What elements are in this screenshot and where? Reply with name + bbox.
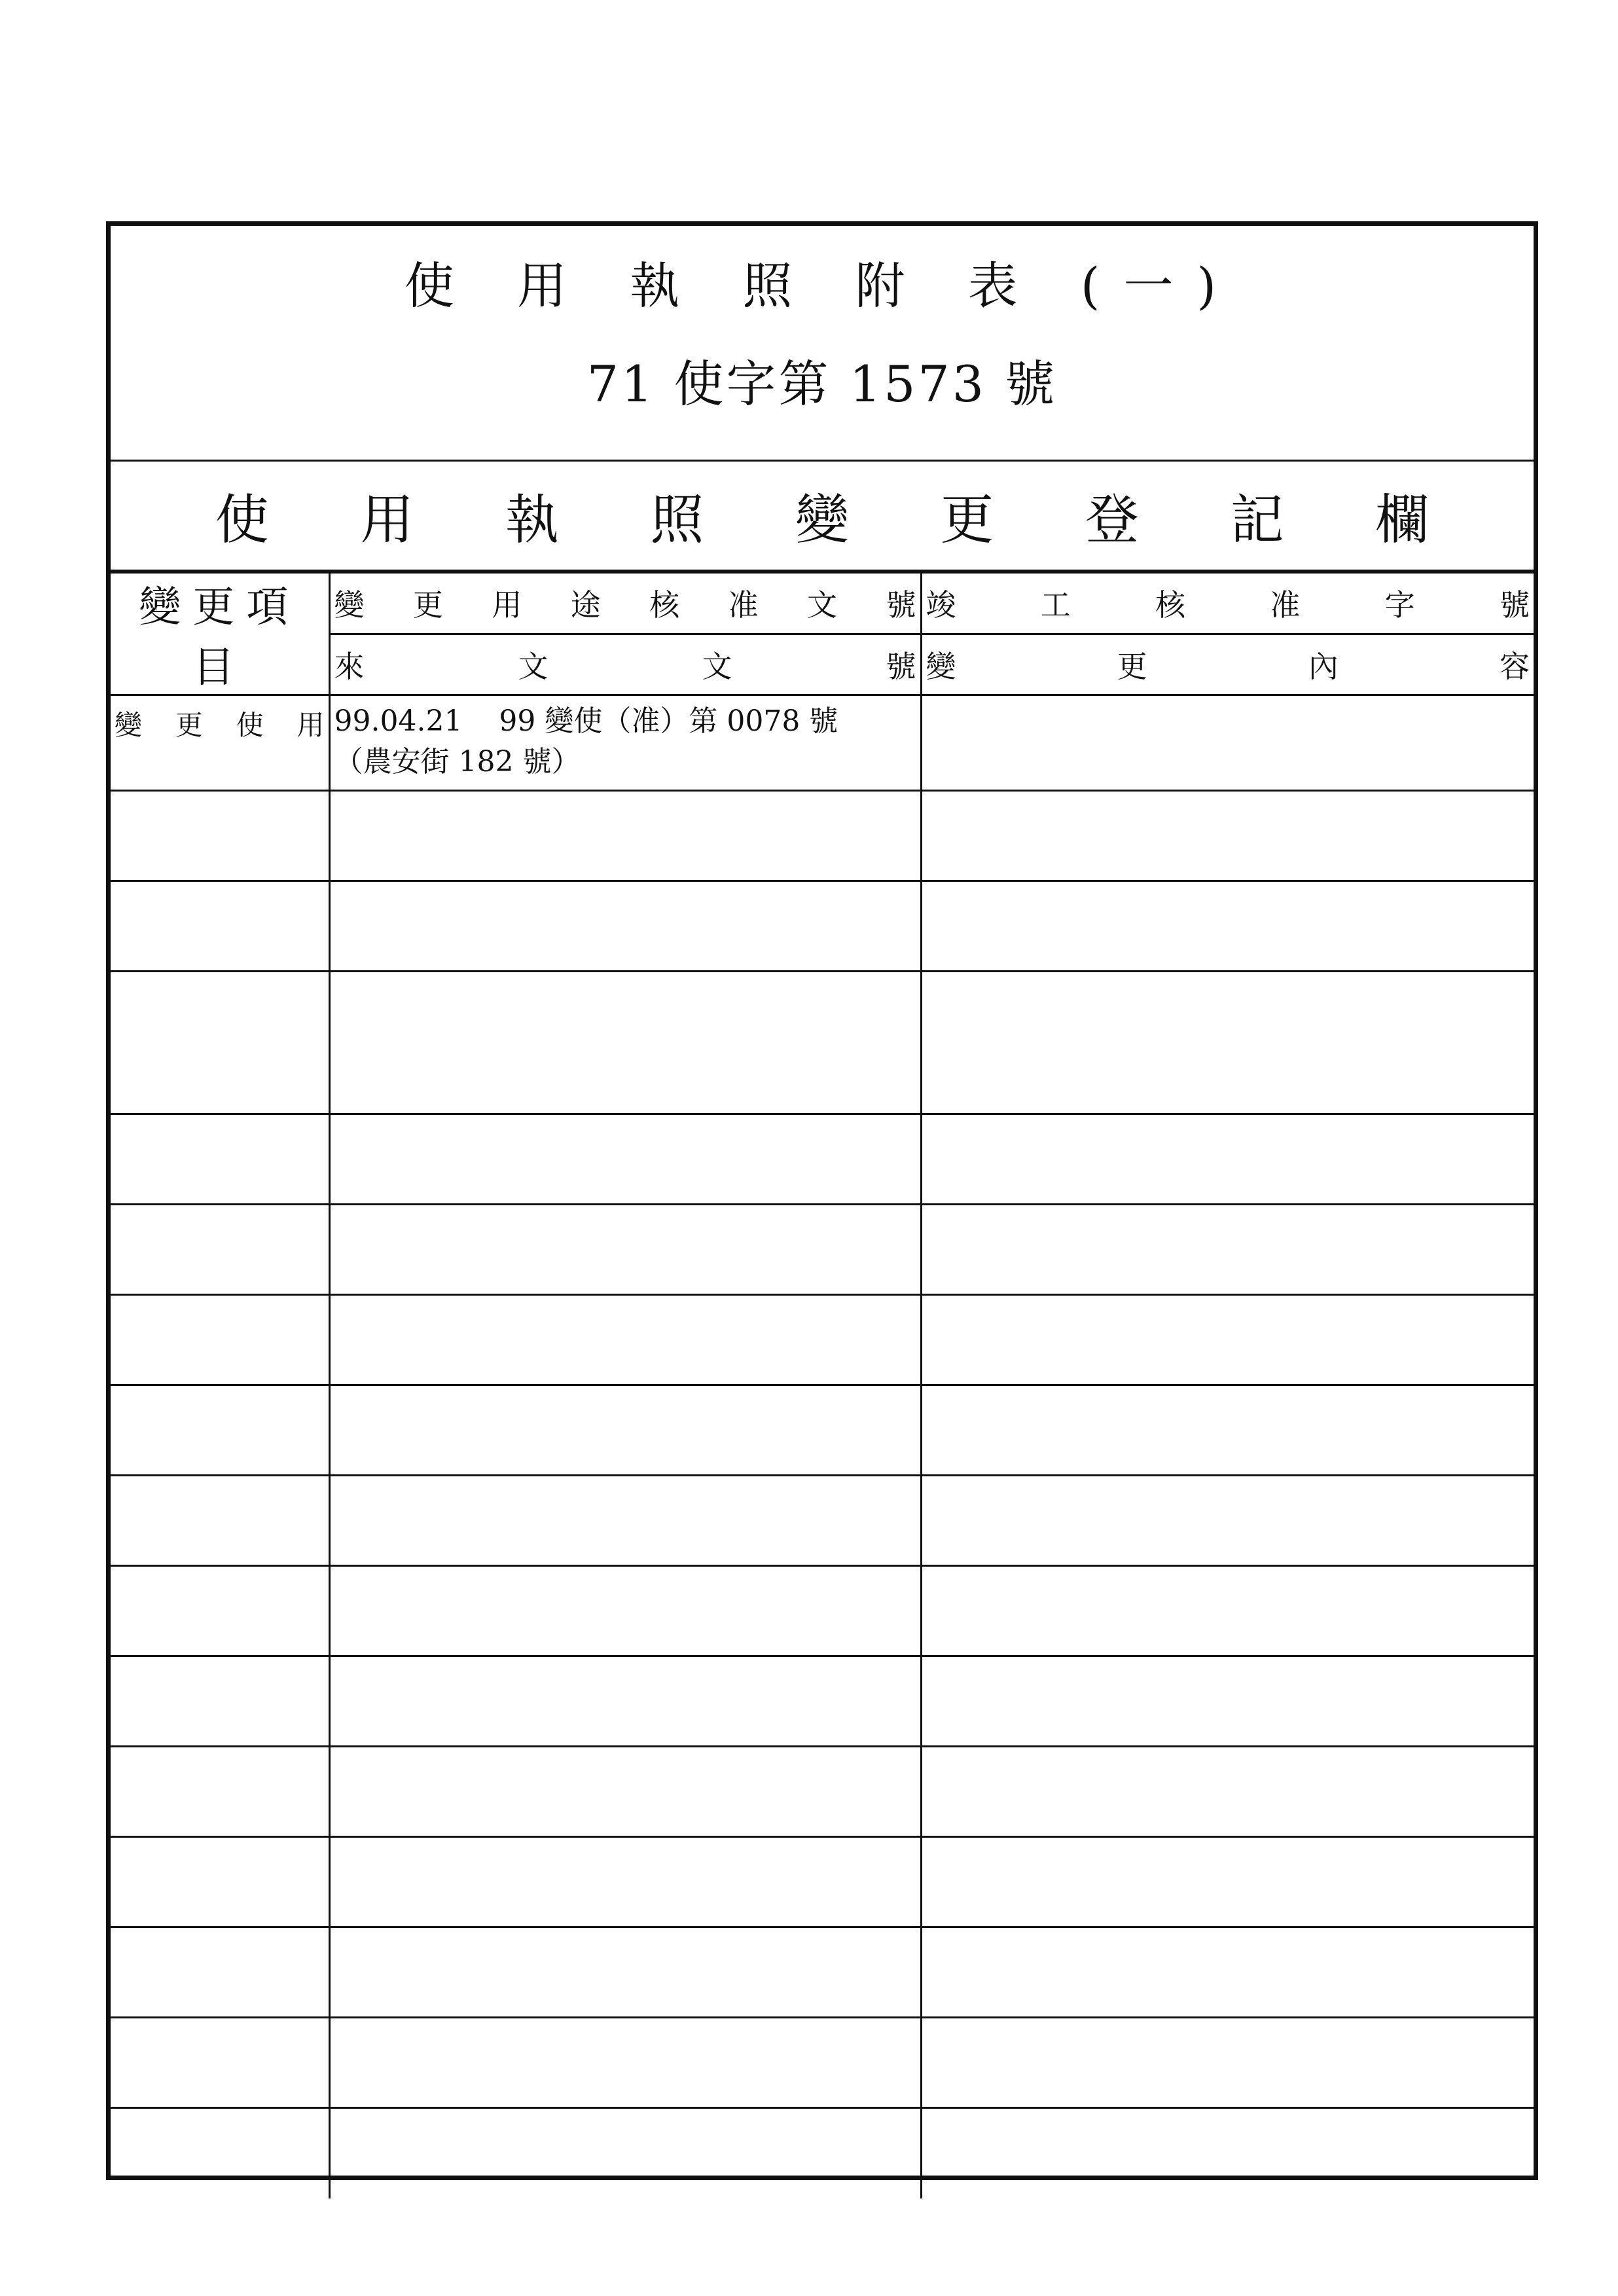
empty-cell bbox=[921, 1114, 1534, 1205]
change-content-header bbox=[921, 634, 1534, 695]
section-title-char: 執 bbox=[505, 489, 559, 551]
content-cell bbox=[921, 695, 1534, 791]
license-number: 71 使字第 1573 號 bbox=[586, 355, 1058, 413]
table-row bbox=[111, 1566, 1534, 1656]
empty-cell bbox=[111, 1295, 329, 1385]
header-char: 更 bbox=[412, 587, 443, 623]
table-row bbox=[111, 791, 1534, 881]
empty-cell bbox=[111, 1837, 329, 1927]
approval-doc-number-header bbox=[329, 573, 921, 634]
item-char: 用 bbox=[297, 709, 325, 741]
empty-cell bbox=[921, 791, 1534, 881]
header-char: 竣 bbox=[926, 587, 956, 623]
empty-cell bbox=[921, 1385, 1534, 1476]
header-char: 號 bbox=[886, 648, 916, 684]
empty-cell bbox=[111, 972, 329, 1114]
empty-cell bbox=[329, 972, 921, 1114]
change-registration-table bbox=[111, 572, 1534, 2198]
empty-cell bbox=[921, 1476, 1534, 1566]
change-item-header: 變更項目 bbox=[111, 573, 329, 695]
header-char: 變 bbox=[334, 587, 365, 623]
header-char: 准 bbox=[728, 587, 759, 623]
item-char: 更 bbox=[175, 709, 203, 741]
header-char: 容 bbox=[1499, 648, 1530, 684]
empty-cell bbox=[111, 1114, 329, 1205]
license-appendix-frame bbox=[106, 221, 1538, 2180]
header-char: 字 bbox=[1384, 587, 1415, 623]
reference-cell bbox=[329, 695, 921, 791]
empty-cell bbox=[329, 1566, 921, 1656]
empty-cell bbox=[329, 881, 921, 972]
section-title-char: 變 bbox=[795, 489, 849, 551]
empty-cell bbox=[111, 1205, 329, 1295]
table-row bbox=[111, 2108, 1534, 2198]
header-char: 來 bbox=[334, 648, 365, 684]
section-title-char: 更 bbox=[940, 489, 994, 551]
table-header-row bbox=[111, 573, 1534, 634]
header-char: 更 bbox=[1117, 648, 1147, 684]
table-row bbox=[111, 1837, 1534, 1927]
table-row bbox=[111, 1476, 1534, 1566]
table-row bbox=[111, 1747, 1534, 1837]
header-char: 內 bbox=[1308, 648, 1339, 684]
reference-text: 99.04.21 99 變使（准）第 0078 號 （農安街 182 號） bbox=[334, 704, 838, 778]
empty-cell bbox=[921, 881, 1534, 972]
document-title: 使 用 執 照 附 表 (一) bbox=[404, 257, 1240, 315]
empty-cell bbox=[111, 881, 329, 972]
empty-cell bbox=[329, 1656, 921, 1747]
header-char: 變 bbox=[926, 648, 956, 684]
empty-cell bbox=[329, 1295, 921, 1385]
table-row bbox=[111, 1385, 1534, 1476]
item-char: 變 bbox=[115, 709, 143, 741]
empty-cell bbox=[111, 1747, 329, 1837]
empty-cell bbox=[921, 2108, 1534, 2198]
table-row bbox=[111, 1114, 1534, 1205]
empty-cell bbox=[329, 791, 921, 881]
empty-cell bbox=[921, 1747, 1534, 1837]
empty-cell bbox=[111, 2108, 329, 2198]
header-char: 用 bbox=[492, 587, 522, 623]
empty-cell bbox=[921, 1927, 1534, 2018]
title-block bbox=[111, 226, 1534, 462]
header-char: 核 bbox=[649, 587, 680, 623]
empty-cell bbox=[921, 1837, 1534, 1927]
table-row bbox=[111, 1205, 1534, 1295]
header-char: 工 bbox=[1040, 587, 1071, 623]
section-title-char: 登 bbox=[1085, 489, 1140, 551]
header-char: 號 bbox=[1499, 587, 1530, 623]
header-char: 途 bbox=[570, 587, 601, 623]
section-title-char: 欄 bbox=[1375, 489, 1429, 551]
section-title-char: 記 bbox=[1230, 489, 1284, 551]
table-row bbox=[111, 695, 1534, 791]
empty-cell bbox=[329, 1747, 921, 1837]
header-char: 文 bbox=[807, 587, 838, 623]
empty-cell bbox=[111, 1385, 329, 1476]
table-row bbox=[111, 2018, 1534, 2108]
table-row bbox=[111, 1656, 1534, 1747]
table-row bbox=[111, 1927, 1534, 2018]
empty-cell bbox=[111, 2018, 329, 2108]
header-char: 號 bbox=[886, 587, 916, 623]
empty-cell bbox=[921, 1295, 1534, 1385]
item-char: 使 bbox=[236, 709, 264, 741]
empty-cell bbox=[921, 1205, 1534, 1295]
empty-cell bbox=[329, 2108, 921, 2198]
empty-cell bbox=[921, 2018, 1534, 2108]
empty-cell bbox=[329, 2018, 921, 2108]
section-title-char: 用 bbox=[360, 489, 414, 551]
empty-cell bbox=[921, 1656, 1534, 1747]
empty-cell bbox=[111, 791, 329, 881]
section-title-char: 照 bbox=[650, 489, 704, 551]
change-registration-section-title bbox=[111, 462, 1534, 572]
incoming-doc-number-header bbox=[329, 634, 921, 695]
empty-cell bbox=[111, 1566, 329, 1656]
table-row bbox=[111, 1295, 1534, 1385]
empty-cell bbox=[329, 1205, 921, 1295]
empty-cell bbox=[111, 1656, 329, 1747]
table-row bbox=[111, 881, 1534, 972]
empty-cell bbox=[111, 1927, 329, 2018]
empty-cell bbox=[329, 1476, 921, 1566]
empty-cell bbox=[329, 1385, 921, 1476]
section-title-char: 使 bbox=[215, 489, 269, 551]
change-item-cell bbox=[111, 695, 329, 791]
header-char: 文 bbox=[702, 648, 732, 684]
empty-cell bbox=[329, 1837, 921, 1927]
empty-cell bbox=[921, 1566, 1534, 1656]
empty-cell bbox=[921, 972, 1534, 1114]
header-char: 文 bbox=[518, 648, 548, 684]
table-row bbox=[111, 972, 1534, 1114]
empty-cell bbox=[329, 1927, 921, 2018]
header-char: 核 bbox=[1155, 587, 1186, 623]
header-char: 准 bbox=[1270, 587, 1301, 623]
completion-approval-number-header bbox=[921, 573, 1534, 634]
empty-cell bbox=[329, 1114, 921, 1205]
empty-cell bbox=[111, 1476, 329, 1566]
